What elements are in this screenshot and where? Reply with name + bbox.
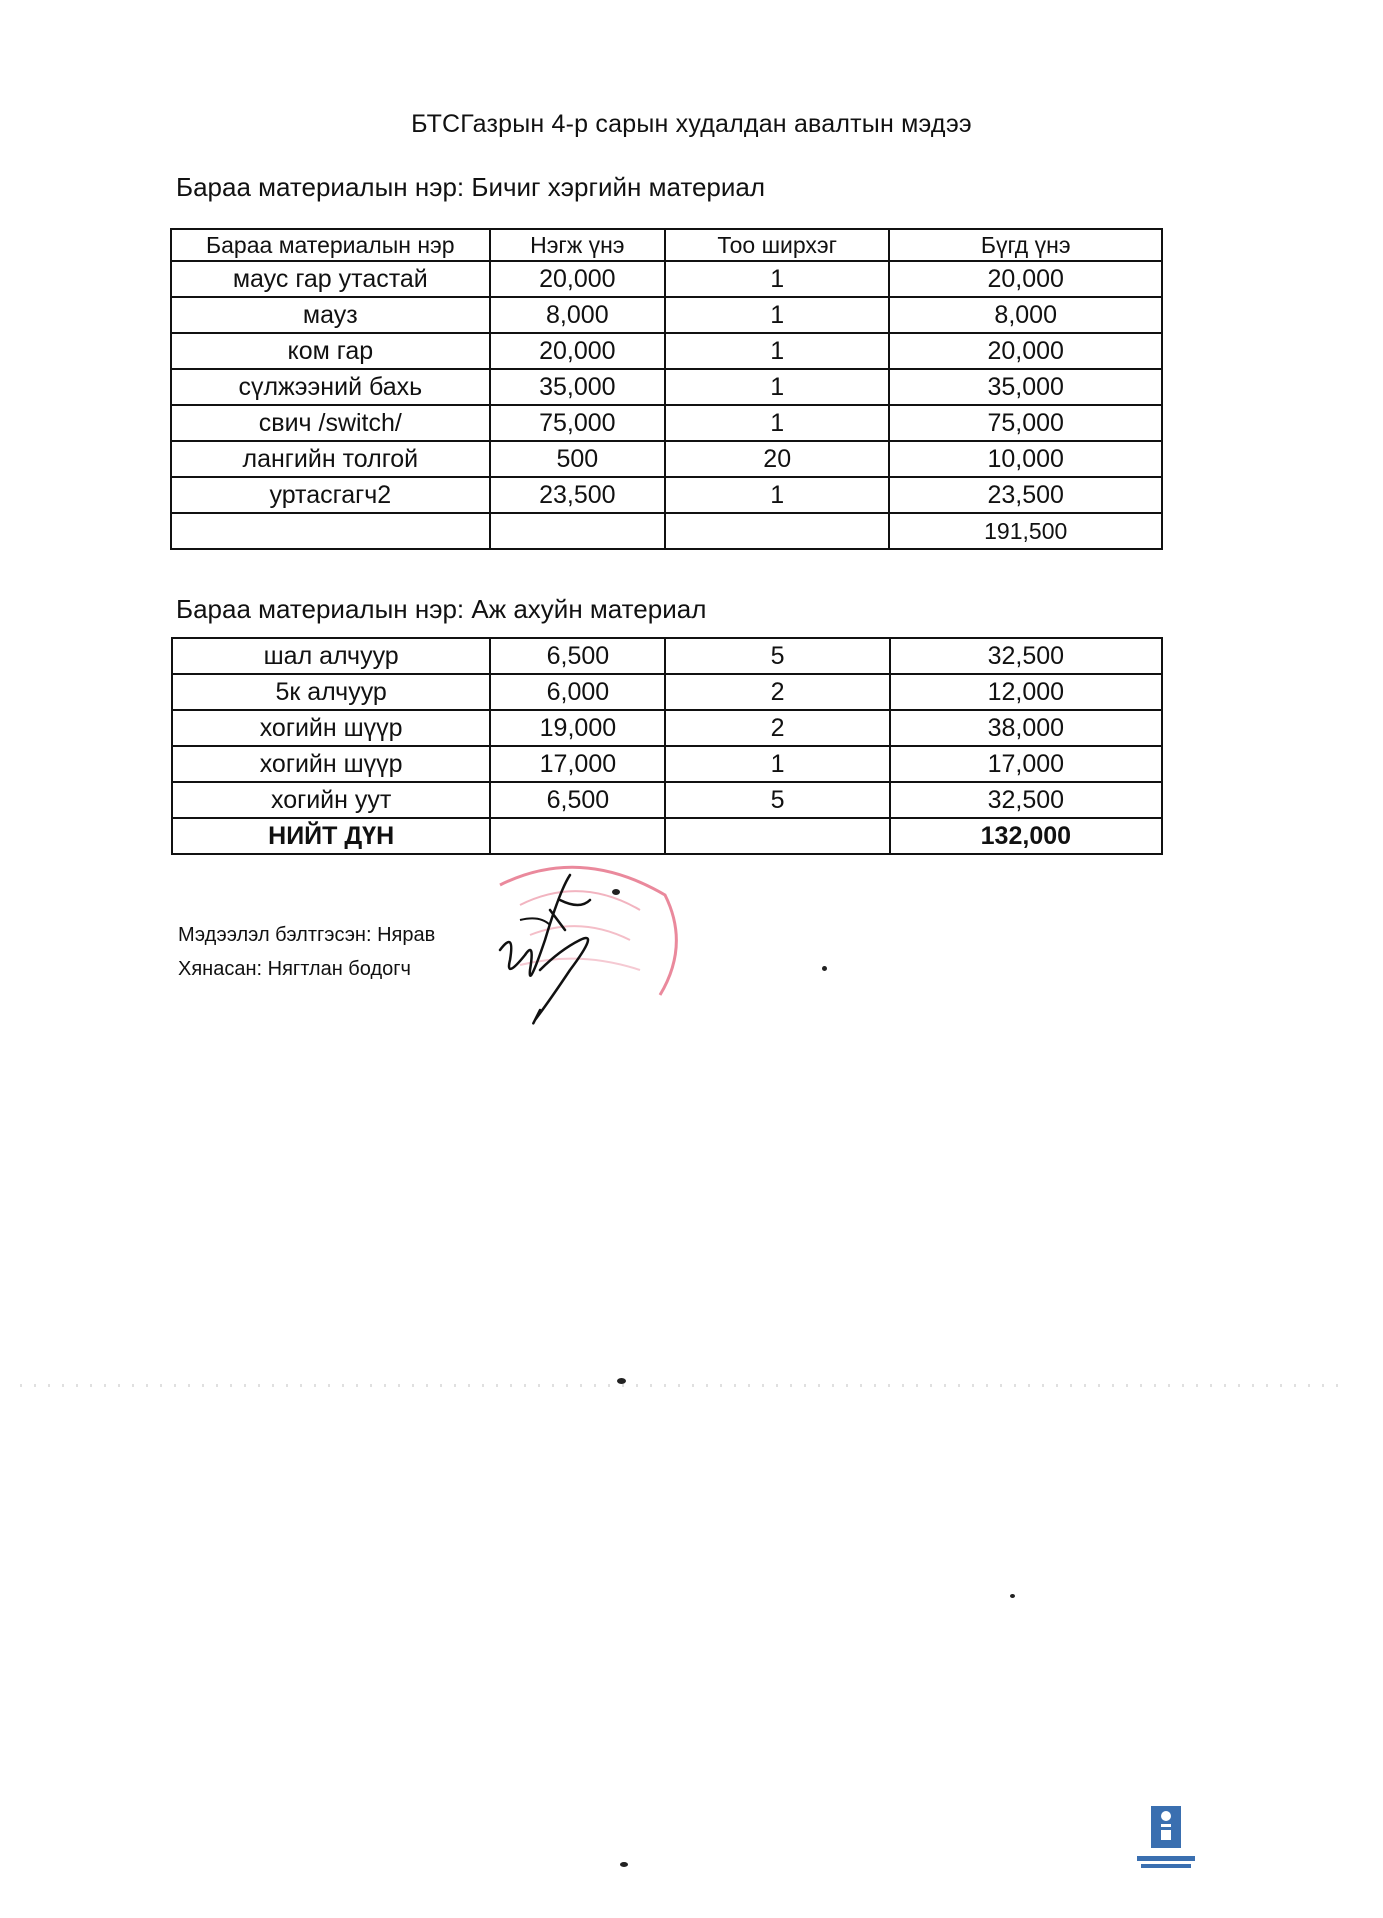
quantity-cell: 1 xyxy=(665,261,889,297)
table-row xyxy=(172,710,1162,746)
total-row xyxy=(171,513,1162,549)
item-name-cell: маус гар утастай xyxy=(171,261,490,297)
quantity-cell: 1 xyxy=(665,405,889,441)
item-name-cell: хогийн шүүр xyxy=(172,710,490,746)
grand-total-cell: 191,500 xyxy=(889,513,1162,549)
total-price-cell: 35,000 xyxy=(889,369,1162,405)
scan-noise-line xyxy=(20,1384,1350,1387)
total-price-cell: 20,000 xyxy=(889,333,1162,369)
table-header-row xyxy=(171,229,1162,261)
empty-cell xyxy=(171,513,490,549)
government-logo xyxy=(1135,1800,1197,1875)
unit-price-cell: 17,000 xyxy=(490,746,665,782)
table-row xyxy=(172,638,1162,674)
table-row xyxy=(171,477,1162,513)
table-row xyxy=(171,261,1162,297)
total-label-cell: НИЙТ ДҮН xyxy=(172,818,490,854)
quantity-cell: 1 xyxy=(665,746,889,782)
scan-speck xyxy=(822,966,827,971)
table-row xyxy=(171,333,1162,369)
unit-price-cell: 75,000 xyxy=(490,405,665,441)
prepared-by-line: Мэдээлэл бэлтгэсэн: Нярав xyxy=(178,924,436,946)
table-row xyxy=(171,441,1162,477)
item-name-cell: свич /switch/ xyxy=(171,405,490,441)
table-row xyxy=(171,297,1162,333)
scan-speck xyxy=(612,889,620,895)
table-row xyxy=(172,746,1162,782)
household-supplies-table xyxy=(171,637,1163,855)
unit-price-cell: 6,000 xyxy=(490,674,665,710)
quantity-cell: 1 xyxy=(665,333,889,369)
empty-cell xyxy=(490,513,665,549)
total-price-cell: 32,500 xyxy=(890,638,1162,674)
header-item-name: Бараа материалын нэр xyxy=(171,229,490,261)
total-price-cell: 75,000 xyxy=(889,405,1162,441)
quantity-cell: 20 xyxy=(665,441,889,477)
item-name-cell: 5к алчуур xyxy=(172,674,490,710)
quantity-cell: 1 xyxy=(665,477,889,513)
header-unit-price: Нэгж үнэ xyxy=(490,229,665,261)
table-row xyxy=(171,369,1162,405)
quantity-cell: 5 xyxy=(665,782,889,818)
handwritten-signature xyxy=(490,870,610,1030)
document-title: БТСГазрын 4-р сарын худалдан авалтын мэдээ xyxy=(411,110,972,138)
office-supplies-table xyxy=(170,228,1163,550)
grand-total-cell: 132,000 xyxy=(890,818,1162,854)
item-name-cell: ком гар xyxy=(171,333,490,369)
total-price-cell: 8,000 xyxy=(889,297,1162,333)
item-name-cell: шал алчуур xyxy=(172,638,490,674)
unit-price-cell: 23,500 xyxy=(490,477,665,513)
item-name-cell: хогийн уут xyxy=(172,782,490,818)
reviewed-by-line: Хянасан: Нягтлан бодогч xyxy=(178,958,411,980)
total-row xyxy=(172,818,1162,854)
quantity-cell: 2 xyxy=(665,674,889,710)
item-name-cell: хогийн шүүр xyxy=(172,746,490,782)
section2-label: Бараа материалын нэр: Аж ахуйн материал xyxy=(176,594,707,624)
quantity-cell: 1 xyxy=(665,297,889,333)
unit-price-cell: 20,000 xyxy=(490,333,665,369)
total-price-cell: 10,000 xyxy=(889,441,1162,477)
item-name-cell: мауз xyxy=(171,297,490,333)
quantity-cell: 5 xyxy=(665,638,889,674)
unit-price-cell: 6,500 xyxy=(490,638,665,674)
total-price-cell: 20,000 xyxy=(889,261,1162,297)
header-quantity: Тоо ширхэг xyxy=(665,229,889,261)
total-price-cell: 23,500 xyxy=(889,477,1162,513)
unit-price-cell: 8,000 xyxy=(490,297,665,333)
table-row xyxy=(172,782,1162,818)
quantity-cell: 1 xyxy=(665,369,889,405)
table-row xyxy=(171,405,1162,441)
total-price-cell: 32,500 xyxy=(890,782,1162,818)
header-total-price: Бүгд үнэ xyxy=(889,229,1162,261)
empty-cell xyxy=(665,513,889,549)
total-price-cell: 12,000 xyxy=(890,674,1162,710)
unit-price-cell: 500 xyxy=(490,441,665,477)
item-name-cell: уртасгагч2 xyxy=(171,477,490,513)
section1-label: Бараа материалын нэр: Бичиг хэргийн материал xyxy=(176,172,766,202)
unit-price-cell: 35,000 xyxy=(490,369,665,405)
unit-price-cell: 6,500 xyxy=(490,782,665,818)
total-price-cell: 38,000 xyxy=(890,710,1162,746)
total-price-cell: 17,000 xyxy=(890,746,1162,782)
empty-cell xyxy=(490,818,665,854)
table-row xyxy=(172,674,1162,710)
unit-price-cell: 20,000 xyxy=(490,261,665,297)
item-name-cell: лангийн толгой xyxy=(171,441,490,477)
quantity-cell: 2 xyxy=(665,710,889,746)
item-name-cell: сүлжээний бахь xyxy=(171,369,490,405)
scan-speck xyxy=(1010,1594,1015,1598)
unit-price-cell: 19,000 xyxy=(490,710,665,746)
empty-cell xyxy=(665,818,889,854)
scan-speck xyxy=(620,1862,628,1867)
